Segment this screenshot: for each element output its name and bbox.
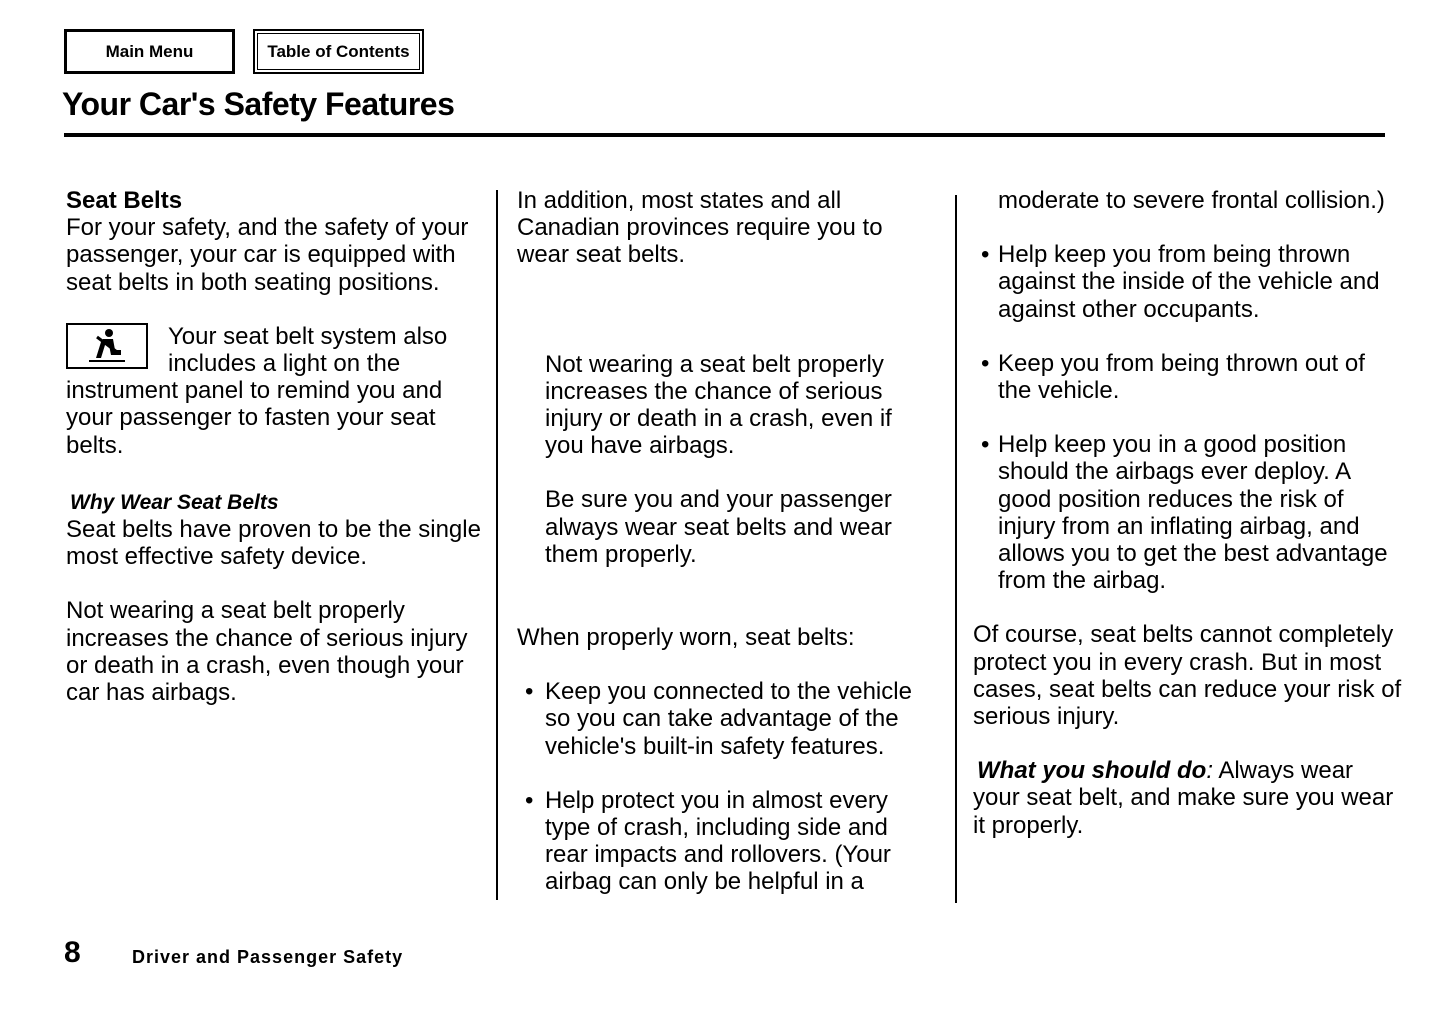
column-divider-2 [955, 195, 957, 903]
bullet-text: Help protect you in almost every type of crash, including side and rear impacts and rollovers. (Your airbag can only be helpful in a [545, 786, 891, 896]
col2-intro: In addition, most states and all Canadian provinces require you to wear seat belts. [517, 187, 883, 269]
column-1 [66, 187, 486, 706]
bullet-text: Keep you from being thrown out of the vehicle. [998, 349, 1365, 405]
what-text: Always wear your seat belt, and make sure you wear it properly. [973, 757, 1394, 839]
page-number: 8 [64, 936, 81, 969]
when-worn-intro: When properly worn, seat belts: [517, 624, 855, 652]
seatbelt-person-icon [66, 323, 148, 369]
col3-continuation: moderate to severe frontal collision.) [998, 187, 1385, 214]
col2-warning-1: Not wearing a seat belt properly increases the chance of serious injury or death in a crash, even if you have airbags. [545, 350, 892, 460]
column-2 [517, 187, 937, 896]
bullet-text: Keep you connected to the vehicle so you can take advantage of the vehicle's built-in safety features. [545, 678, 912, 760]
what-you-should-do [973, 757, 1403, 839]
seat-belts-heading: Seat Belts [66, 187, 183, 214]
what-label: What you should do [977, 757, 1207, 785]
list-item [973, 431, 1403, 594]
reminder-block [66, 323, 486, 459]
bullet-text: Help keep you in a good position should the airbags ever deploy. A good position reduces the risk of injury from an inflating airbag, and allows you to get the best advantage from the airbag. [998, 431, 1388, 595]
main-menu-button[interactable]: Main Menu [64, 29, 235, 74]
reminder-text: Your seat belt system also includes a light on the instrument panel to remind you and your passenger to fasten your seat belts. [66, 322, 448, 459]
list-item [973, 350, 1403, 404]
of-course-text: Of course, seat belts cannot completely protect you in every crash. But in most cases, seat belts can reduce your risk of serious injury. [973, 621, 1402, 731]
seat-belts-intro: For your safety, and the safety of your passenger, your car is equipped with seat belts in both seating positions. [66, 214, 469, 296]
section-name: Driver and Passenger Safety [132, 947, 404, 967]
what-colon: : [1206, 757, 1213, 785]
bullet-icon: • [525, 786, 534, 814]
bullet-icon: • [525, 678, 534, 706]
list-item [517, 678, 937, 760]
table-of-contents-button[interactable]: Table of Contents [253, 29, 424, 74]
column-3 [973, 187, 1403, 839]
col1-warning: Not wearing a seat belt properly increases the chance of serious injury or death in a crash, even though your car has airbags. [66, 597, 468, 707]
bullet-icon: • [981, 431, 990, 459]
bullet-icon: • [981, 349, 990, 377]
title-rule [64, 133, 1385, 137]
page-title: Your Car's Safety Features [62, 86, 455, 122]
why-wear-text: Seat belts have proven to be the single most effective safety device. [66, 516, 481, 571]
bullet-text: Help keep you from being thrown against the inside of the vehicle and against other occupants. [998, 241, 1380, 323]
list-item [517, 787, 937, 896]
why-wear-heading: Why Wear Seat Belts [70, 490, 279, 514]
bullet-icon: • [981, 241, 990, 269]
list-item [973, 241, 1403, 323]
column-divider-1 [496, 190, 498, 900]
col2-warning-2: Be sure you and your passenger always wear seat belts and wear them properly. [545, 486, 892, 568]
